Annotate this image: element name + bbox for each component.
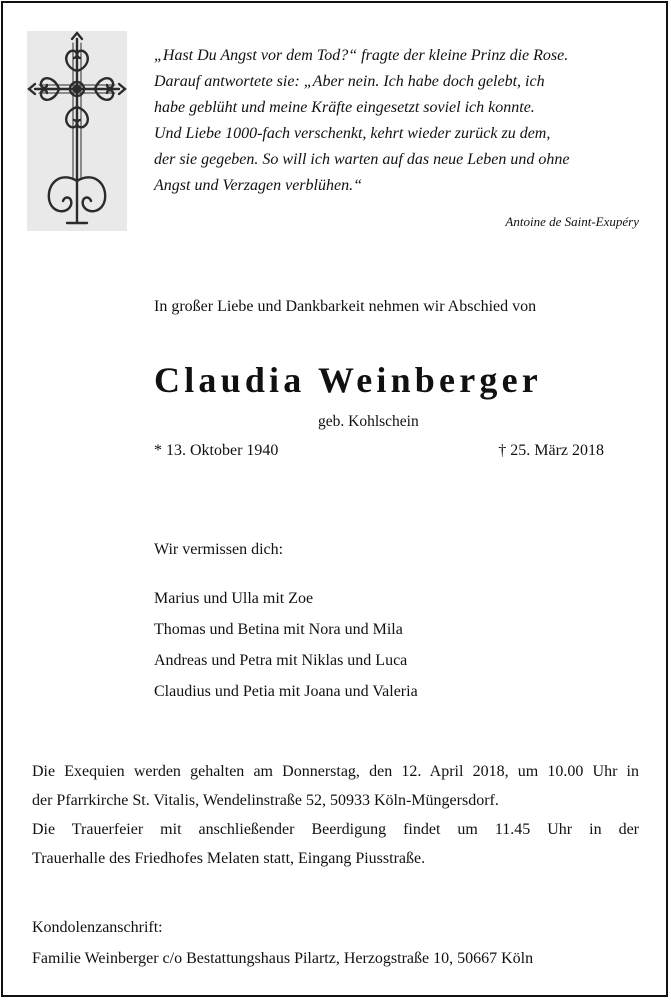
quote-line: Darauf antwortete sie: „Aber nein. Ich habe doch gelebt, ich (154, 73, 545, 90)
condolence-address (32, 912, 533, 974)
quote-line: Und Liebe 1000-fach verschenkt, kehrt wieder zurück zu dem, (154, 125, 551, 142)
mourners-list (154, 583, 418, 707)
mourner-family: Claudius und Petia mit Joana und Valeria (154, 683, 418, 700)
epigraph-quote (154, 43, 638, 199)
quote-line: „Hast Du Angst vor dem Tod?“ fragte der kleine Prinz die Rose. (154, 47, 569, 64)
service-line: Trauerhalle des Friedhofes Melaten statt, Eingang Piusstraße. (32, 850, 426, 867)
quote-line: der sie gegeben. So will ich warten auf das neue Leben und ohne (154, 151, 570, 168)
mourner-family: Thomas und Betina mit Nora und Mila (154, 621, 403, 638)
death-date: † 25. März 2018 (498, 442, 604, 459)
farewell-intro: In großer Liebe und Dankbarkeit nehmen wir Abschied von (154, 298, 537, 315)
wrought-iron-cross-image (27, 31, 127, 231)
condolence-address-line: Familie Weinberger c/o Bestattungshaus Pilartz, Herzogstraße 10, 50667 Köln (32, 950, 534, 967)
maiden-name: geb. Kohlschein (318, 413, 419, 430)
quote-line: Angst und Verzagen verblühen.“ (154, 177, 362, 194)
service-line: der Pfarrkirche St. Vitalis, Wendelinstraße 52, 50933 Köln-Müngersdorf. (32, 792, 499, 809)
mourners-intro: Wir vermissen dich: (154, 541, 284, 558)
mourner-family: Andreas und Petra mit Niklas und Luca (154, 652, 408, 669)
birth-date: * 13. Oktober 1940 (154, 442, 279, 459)
quote-author: Antoine de Saint-Exupéry (505, 214, 639, 229)
service-line: Die Trauerfeier mit anschließender Beerdigung findet um 11.45 Uhr in der (32, 821, 639, 838)
funeral-service-info (32, 757, 639, 873)
condolence-label: Kondolenzanschrift: (32, 919, 163, 936)
mourner-family: Marius und Ulla mit Zoe (154, 590, 314, 607)
service-line: Die Exequien werden gehalten am Donnerstag, den 12. April 2018, um 10.00 Uhr in (32, 763, 639, 780)
cross-icon (27, 31, 127, 231)
quote-line: habe geblüht und meine Kräfte eingesetzt soviel ich konnte. (154, 99, 535, 116)
deceased-name: Claudia Weinberger (154, 360, 542, 400)
